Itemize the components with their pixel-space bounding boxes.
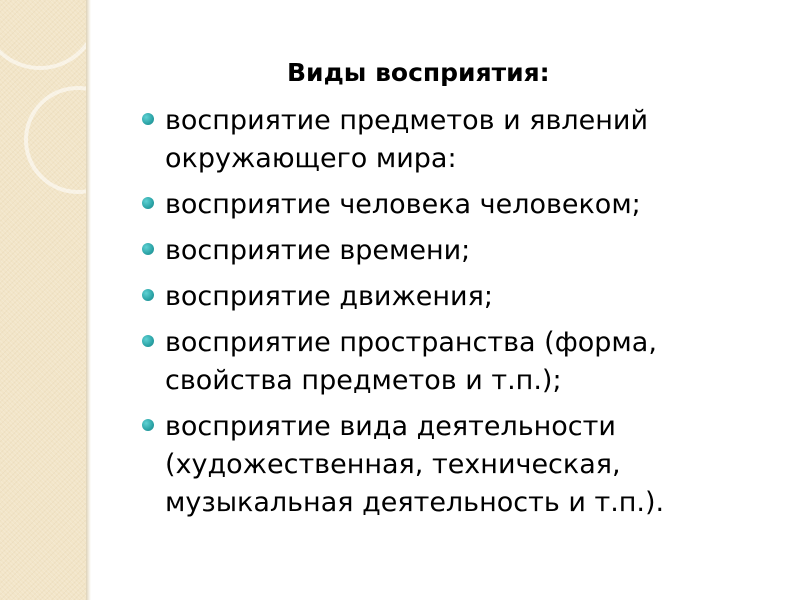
list-item-line: (художественная, техническая,	[165, 449, 621, 480]
slide-content	[135, 48, 785, 530]
list-item-line: восприятие пространства (форма,	[165, 327, 657, 358]
list-item	[135, 278, 785, 316]
list-item-line: свойства предметов и т.п.);	[165, 365, 562, 396]
slide-title: Виды восприятия:	[287, 58, 550, 87]
list-item-line: восприятие движения;	[165, 281, 493, 312]
list-item	[135, 102, 785, 178]
bullet-dot-icon	[142, 289, 154, 301]
list-item	[135, 232, 785, 270]
list-item-line: восприятие человека человеком;	[165, 189, 641, 220]
decorative-side-panel	[0, 0, 86, 600]
bullet-list	[135, 102, 785, 522]
list-item-line: восприятие предметов и явлений	[165, 105, 649, 136]
list-item-line: музыкальная деятельность и т.п.).	[165, 487, 665, 518]
list-item	[135, 186, 785, 224]
bullet-dot-icon	[142, 335, 154, 347]
bullet-dot-icon	[142, 419, 154, 431]
bullet-dot-icon	[142, 197, 154, 209]
bullet-dot-icon	[142, 113, 154, 125]
list-item-line: восприятие времени;	[165, 235, 471, 266]
list-item	[135, 324, 785, 400]
list-item-line: восприятие вида деятельности	[165, 411, 616, 442]
bullet-dot-icon	[142, 243, 154, 255]
list-item-line: окружающего мира:	[165, 143, 457, 174]
list-item	[135, 408, 785, 522]
side-panel-edge	[86, 0, 91, 600]
decorative-rings-icon	[0, 0, 86, 600]
